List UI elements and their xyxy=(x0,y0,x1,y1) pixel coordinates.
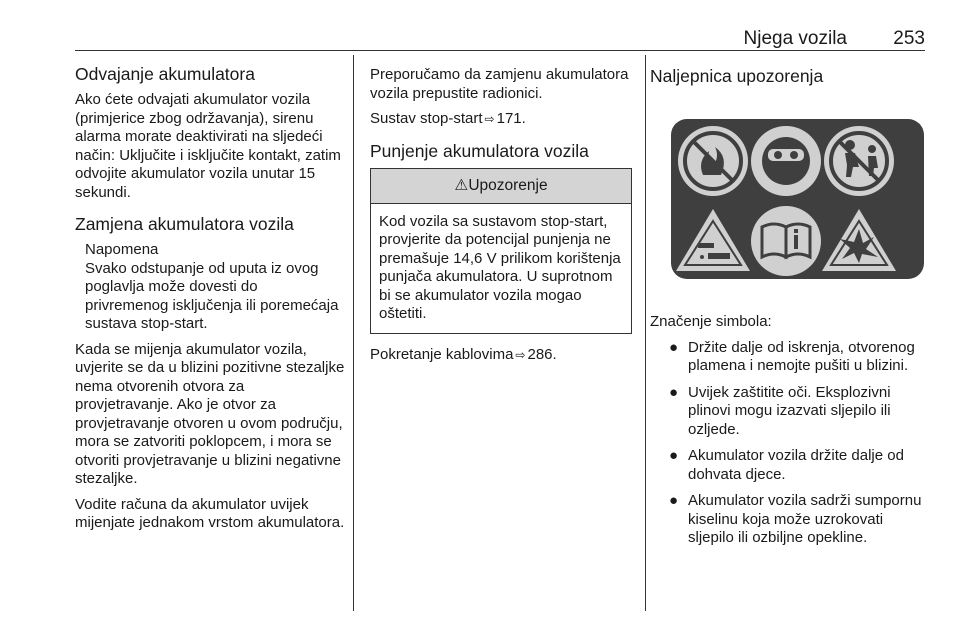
column-right xyxy=(650,58,926,556)
paragraph: Kada se mijenja akumulator vozila, uvjerite se da u blizini pozitivne stezaljke nema otvorenih otvora za provjetravanje. Ako je otvor za provjetravanje otvoren u ovom području, mora se zatvoriti poklopcem, i mora se otvoriti provjetravanje u blizini negativne stezaljke. xyxy=(75,340,345,487)
column-middle xyxy=(370,58,632,371)
note-text: Svako odstupanje od uputa iz ovog poglavlja može dovesti do privremenog isključenja ili poremećaja sustava stop-start. xyxy=(85,259,339,332)
list-item xyxy=(650,384,926,440)
read-manual-icon xyxy=(751,206,821,276)
column-left xyxy=(75,58,345,540)
paragraph: Vodite računa da akumulator uvijek mijenjate jednakom vrstom akumulatora. xyxy=(75,495,345,531)
cross-reference xyxy=(370,110,632,129)
list-item-text: Držite dalje od iskrenja, otvorenog plamena i nemojte pušiti u blizini. xyxy=(688,338,915,374)
note-title: Napomena xyxy=(85,241,159,258)
warning-label-graphic xyxy=(650,101,926,297)
page-reference-icon: ⇨ xyxy=(484,112,495,126)
section-heading: Punjenje akumulatora vozila xyxy=(370,140,589,161)
section-heading: Odvajanje akumulatora xyxy=(75,64,255,84)
column-divider xyxy=(353,55,354,611)
list-item-text: Uvijek zaštitite oči. Eksplozivni plinovi mogu izazvati sljepilo ili ozljede. xyxy=(688,383,891,438)
warning-header xyxy=(371,169,631,204)
section-heading: Naljepnica upozorenja xyxy=(650,66,824,86)
page-header xyxy=(75,28,925,51)
reference-text: Pokretanje kablovima xyxy=(370,345,514,363)
bullet-icon: ● xyxy=(669,383,679,401)
cross-reference xyxy=(370,346,632,365)
warning-box xyxy=(370,168,632,334)
keep-children-away-icon xyxy=(824,126,894,196)
list-item xyxy=(650,339,926,376)
section-heading: Zamjena akumulatora vozila xyxy=(75,214,294,234)
list-item-text: Akumulator vozila sadrži sumpornu kiselinu koja može uzrokovati sljepilo ili ozbiljne opekline. xyxy=(688,492,922,546)
list-intro: Značenje simbola: xyxy=(650,313,772,330)
page-reference-icon: ⇨ xyxy=(515,347,526,362)
page-number: 253 xyxy=(893,28,925,49)
symbol-meaning-list xyxy=(650,339,926,548)
battery-warning-label xyxy=(650,101,926,297)
list-item xyxy=(650,447,926,484)
eye-protection-icon xyxy=(751,126,821,196)
no-fire-icon xyxy=(678,126,748,196)
note-box xyxy=(75,241,345,334)
list-item-text: Akumulator vozila držite dalje od dohvata djece. xyxy=(688,447,904,483)
paragraph: Preporučamo da zamjenu akumulatora vozila prepustite radionici. xyxy=(370,66,629,102)
reference-text: Sustav stop-start xyxy=(370,110,483,127)
paragraph: Ako ćete odvajati akumulator vozila (primjerice zbog održavanja), sirenu alarma morate deaktivirati na sljedeći način: Uključite i isključite kontakt, zatim odvojite akumulator vozila unutar 15 sekundi. xyxy=(75,91,341,201)
warning-body xyxy=(371,204,631,333)
warning-triangle-icon: ⚠ xyxy=(454,176,469,194)
bullet-icon: ● xyxy=(669,492,679,509)
bullet-icon: ● xyxy=(669,338,679,356)
bullet-icon: ● xyxy=(669,447,679,464)
chapter-title: Njega vozila xyxy=(743,28,847,49)
warning-text: Kod vozila sa sustavom stop-start, provjerite da potencijal punjenja ne premašuje 14,6 V prilikom korištenja punjača akumulatora. U suprotnom bi se akumulator vozila mogao oštetiti. xyxy=(379,212,621,322)
warning-title: Upozorenje xyxy=(468,176,548,194)
list-item xyxy=(650,492,926,548)
column-divider xyxy=(645,55,646,611)
reference-page: 171. xyxy=(496,110,526,127)
reference-page: 286. xyxy=(527,345,557,363)
